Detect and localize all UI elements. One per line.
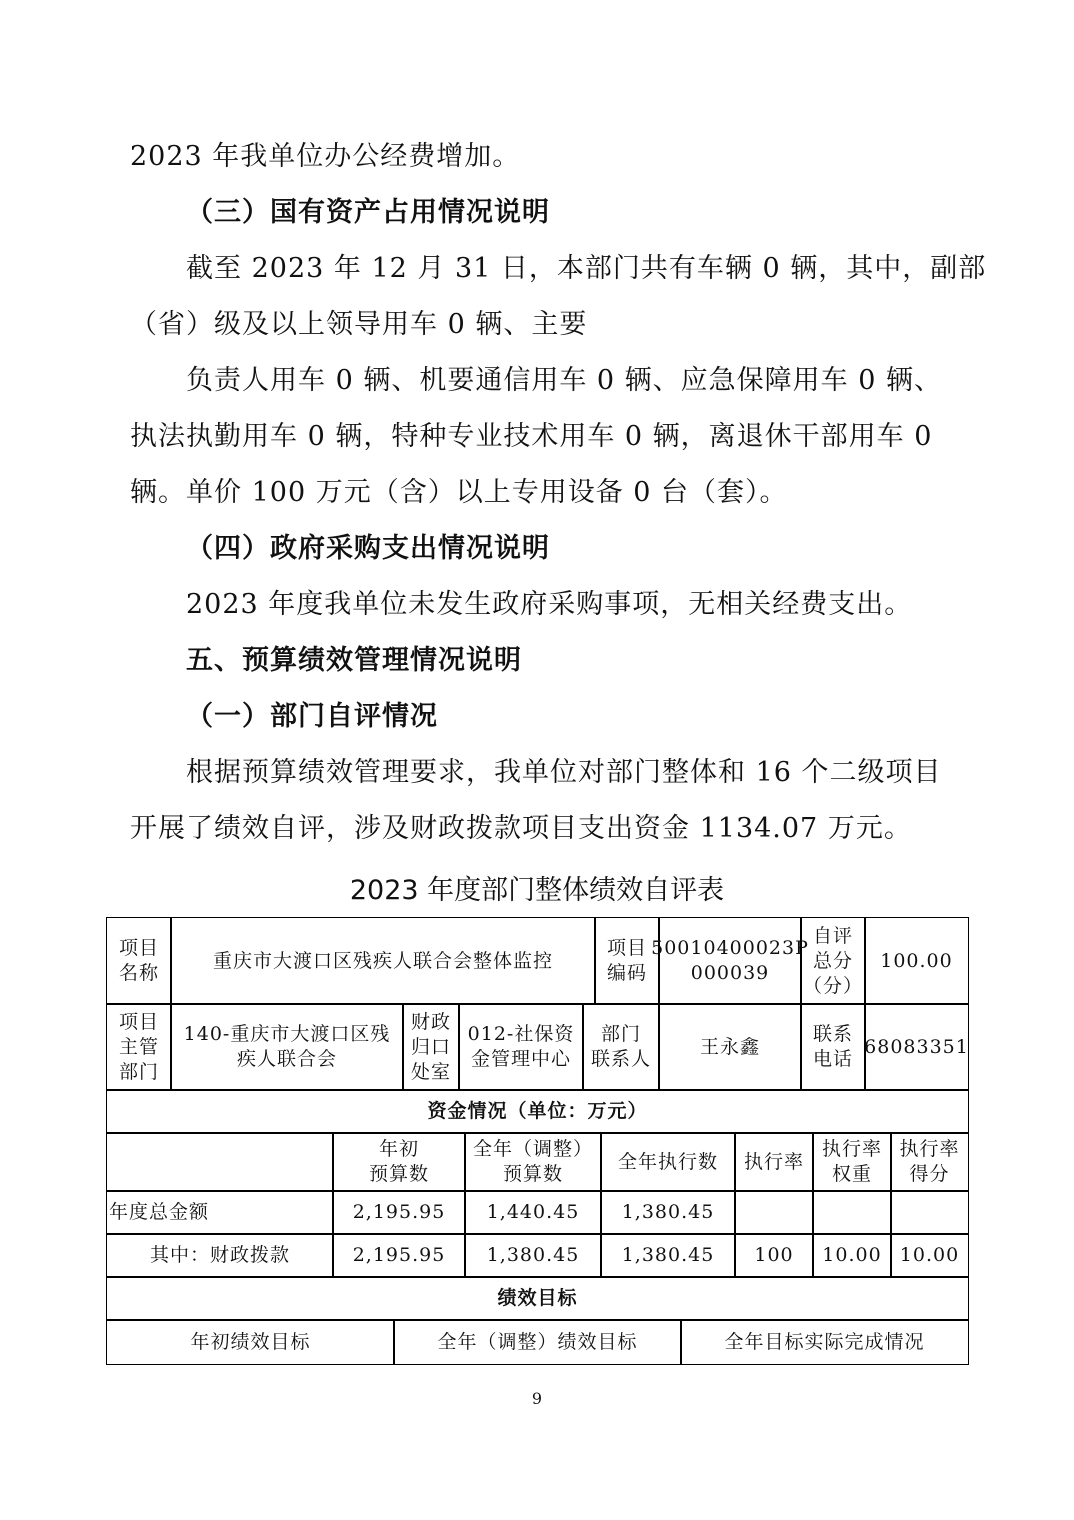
label-contact: 部门 联系人 bbox=[582, 1003, 660, 1091]
table-cell: 2,195.95 bbox=[332, 1190, 466, 1235]
funds-col-initial-budget: 年初 预算数 bbox=[332, 1132, 466, 1192]
perf-header: 绩效目标 bbox=[106, 1276, 969, 1321]
heading-state-assets: （三）国有资产占用情况说明 bbox=[186, 197, 550, 228]
table-cell bbox=[734, 1190, 814, 1235]
perf-col-initial: 年初绩效目标 bbox=[106, 1319, 395, 1365]
funds-header: 资金情况（单位：万元） bbox=[106, 1089, 969, 1134]
paragraph-vehicles-1: 截至 2023 年 12 月 31 日，本部门共有车辆 0 辆，其中，副部 bbox=[186, 253, 987, 284]
performance-table bbox=[106, 917, 969, 1365]
label-project-name: 项目 名称 bbox=[106, 917, 172, 1005]
value-dept: 140-重庆市大渡口区残 疾人联合会 bbox=[170, 1003, 404, 1091]
table-row: 其中：财政拨款 bbox=[106, 1233, 334, 1278]
paragraph-office-expense: 2023 年我单位办公经费增加。 bbox=[130, 141, 521, 172]
paragraph-vehicles-2: （省）级及以上领导用车 0 辆、主要 bbox=[130, 309, 588, 340]
label-dept: 项目 主管 部门 bbox=[106, 1003, 172, 1091]
value-project-code: 50010400023P 000039 bbox=[658, 917, 802, 1005]
value-self-score: 100.00 bbox=[864, 917, 969, 1005]
label-self-score: 自评 总分 （分） bbox=[800, 917, 866, 1005]
table-cell: 1,380.45 bbox=[464, 1233, 602, 1278]
heading-performance: 五、预算绩效管理情况说明 bbox=[186, 645, 522, 676]
table-cell: 10.00 bbox=[890, 1233, 969, 1278]
heading-procurement: （四）政府采购支出情况说明 bbox=[186, 533, 550, 564]
value-phone: 68083351 bbox=[864, 1003, 969, 1091]
table-cell: 100 bbox=[734, 1233, 814, 1278]
paragraph-vehicles-5: 辆。单价 100 万元（含）以上专用设备 0 台（套）。 bbox=[130, 477, 788, 508]
perf-col-actual: 全年目标实际完成情况 bbox=[680, 1319, 969, 1365]
value-finance-office: 012-社保资 金管理中心 bbox=[458, 1003, 584, 1091]
table-cell bbox=[812, 1190, 892, 1235]
table-cell: 1,380.45 bbox=[600, 1233, 736, 1278]
table-cell: 1,380.45 bbox=[600, 1190, 736, 1235]
label-finance-office: 财政 归口 处室 bbox=[402, 1003, 460, 1091]
heading-self-evaluation: （一）部门自评情况 bbox=[186, 701, 438, 732]
funds-col-rate: 执行率 bbox=[734, 1132, 814, 1192]
funds-col-blank bbox=[106, 1132, 334, 1192]
paragraph-vehicles-3: 负责人用车 0 辆、机要通信用车 0 辆、应急保障用车 0 辆、 bbox=[186, 365, 943, 396]
paragraph-self-evaluation-2: 开展了绩效自评，涉及财政拨款项目支出资金 1134.07 万元。 bbox=[130, 813, 912, 844]
paragraph-self-evaluation-1: 根据预算绩效管理要求，我单位对部门整体和 16 个二级项目 bbox=[186, 757, 942, 788]
paragraph-vehicles-4: 执法执勤用车 0 辆，特种专业技术用车 0 辆，离退休干部用车 0 bbox=[130, 421, 933, 452]
table-row: 年度总金额 bbox=[106, 1190, 334, 1235]
funds-col-executed: 全年执行数 bbox=[600, 1132, 736, 1192]
paragraph-procurement: 2023 年度我单位未发生政府采购事项，无相关经费支出。 bbox=[186, 589, 913, 620]
table-title: 2023 年度部门整体绩效自评表 bbox=[349, 875, 725, 906]
table-cell: 2,195.95 bbox=[332, 1233, 466, 1278]
perf-col-adjusted: 全年（调整）绩效目标 bbox=[393, 1319, 682, 1365]
page-number: 9 bbox=[531, 1389, 543, 1408]
table-cell bbox=[890, 1190, 969, 1235]
funds-col-adjusted-budget: 全年（调整） 预算数 bbox=[464, 1132, 602, 1192]
funds-col-score: 执行率 得分 bbox=[890, 1132, 969, 1192]
table-cell: 1,440.45 bbox=[464, 1190, 602, 1235]
value-project-name: 重庆市大渡口区残疾人联合会整体监控 bbox=[170, 917, 596, 1005]
label-project-code: 项目 编码 bbox=[594, 917, 660, 1005]
table-cell: 10.00 bbox=[812, 1233, 892, 1278]
value-contact: 王永鑫 bbox=[658, 1003, 802, 1091]
label-phone: 联系 电话 bbox=[800, 1003, 866, 1091]
funds-col-weight: 执行率 权重 bbox=[812, 1132, 892, 1192]
